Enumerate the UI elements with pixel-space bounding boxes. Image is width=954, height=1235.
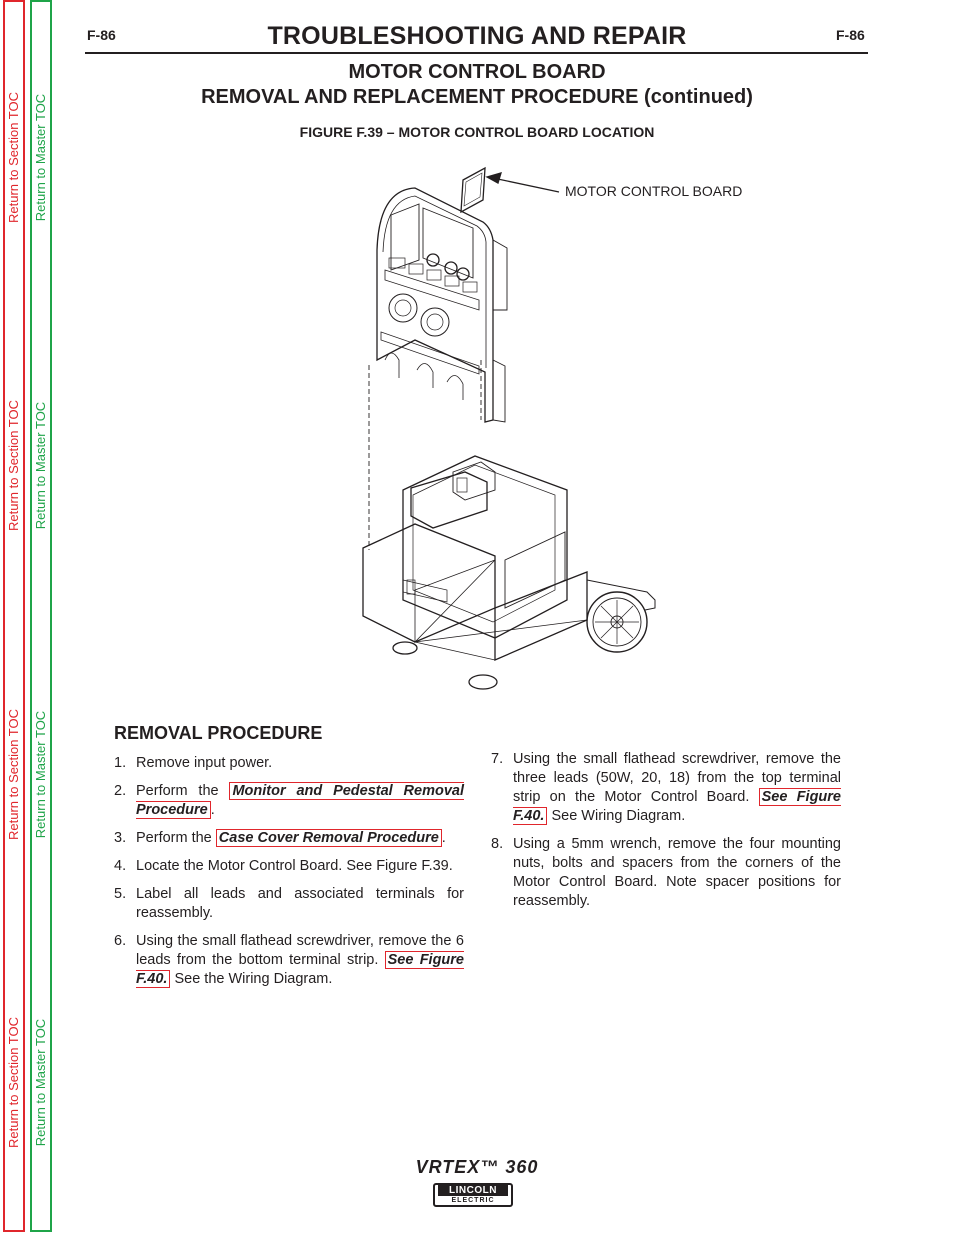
machine-body <box>363 456 655 689</box>
master-toc-bar <box>30 0 52 1232</box>
return-to-section-toc-link-4[interactable]: Return to Section TOC <box>6 1016 22 1148</box>
return-to-section-toc-link-3[interactable]: Return to Section TOC <box>6 708 22 840</box>
page-title: TROUBLESHOOTING AND REPAIR <box>267 22 687 50</box>
procedure-step-6: 6. Using the small flathead screwdriver, remove the 6 leads from the bottom terminal strip. See Figure F.40. See the Wiring Diagram. <box>114 933 464 987</box>
procedure-heading: REMOVAL PROCEDURE <box>114 723 323 743</box>
product-model: VRTEX™ 360 <box>415 1157 539 1177</box>
case-cover-removal-link[interactable]: Case Cover Removal Procedure <box>216 829 442 847</box>
callout-arrow <box>487 173 559 192</box>
procedure-step-1: 1. Remove input power. <box>114 755 273 771</box>
header-rule <box>85 52 868 54</box>
machine-illustration <box>355 160 665 705</box>
section-subtitle: REMOVAL AND REPLACEMENT PROCEDURE (continued) <box>201 86 753 108</box>
section-toc-bar <box>3 0 25 1232</box>
procedure-step-2: 2. Perform the Monitor and Pedestal Removal Procedure . <box>114 783 465 818</box>
procedure-step-5: 5. Label all leads and associated terminals for reassembly. <box>114 886 464 921</box>
front-panel-assembly <box>377 188 507 422</box>
procedure-step-3: 3. Perform the Case Cover Removal Procedure . <box>114 830 446 846</box>
figure-caption: FIGURE F.39 – MOTOR CONTROL BOARD LOCATION <box>299 124 655 140</box>
figure-callout-label: MOTOR CONTROL BOARD <box>565 183 743 199</box>
see-figure-f40-link-1[interactable]: See Figure F.40. <box>136 952 464 987</box>
return-to-section-toc-link-2[interactable]: Return to Section TOC <box>6 399 22 531</box>
return-to-section-toc-link-1[interactable]: Return to Section TOC <box>6 91 22 223</box>
return-to-master-toc-link-3[interactable]: Return to Master TOC <box>33 710 49 838</box>
procedure-column-left <box>114 754 464 998</box>
procedure-column-right <box>491 750 841 920</box>
monitor-pedestal-removal-link[interactable]: Monitor and Pedestal Removal Procedure <box>136 783 465 818</box>
page-number-left: F-86 <box>87 27 116 43</box>
procedure-step-7: 7. Using the small flathead screwdriver, remove the three leads (50W, 20, 18) from the top terminal strip on the Motor Control Board. See Figure F.40. See Wiring Diagram. <box>491 751 841 824</box>
procedure-step-4: 4. Locate the Motor Control Board. See Figure F.39. <box>114 858 453 874</box>
return-to-master-toc-link-4[interactable]: Return to Master TOC <box>33 1018 49 1146</box>
see-figure-f40-link-2[interactable]: See Figure F.40. <box>513 789 841 824</box>
page-number-right: F-86 <box>836 27 865 43</box>
procedure-step-8: 8. Using a 5mm wrench, remove the four mounting nuts, bolts and spacers from the corners of the Motor Control Board. Note spacer positions for reassembly. <box>491 836 841 909</box>
motor-control-board-drawing <box>461 168 485 212</box>
return-to-master-toc-link-2[interactable]: Return to Master TOC <box>33 401 49 529</box>
section-title: MOTOR CONTROL BOARD <box>348 61 606 83</box>
return-to-master-toc-link-1[interactable]: Return to Master TOC <box>33 93 49 221</box>
lincoln-electric-logo: LINCOLN ELECTRIC <box>433 1183 513 1207</box>
